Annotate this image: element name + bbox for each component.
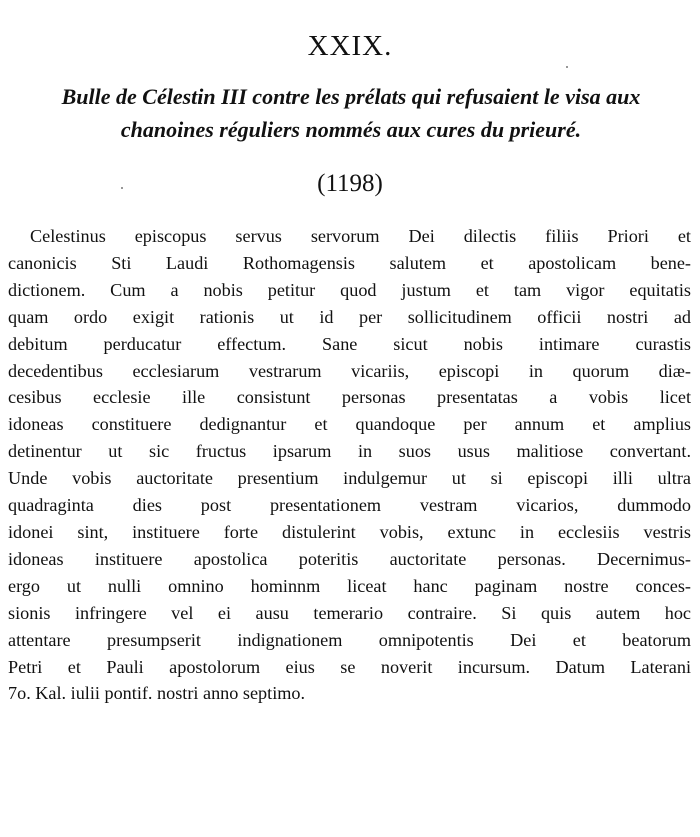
body-line: Petri et Pauli apostolorum eius se noverit incursum. Datum Laterani xyxy=(8,656,691,677)
body-line: attentare presumpserit indignationem omnipotentis Dei et beatorum xyxy=(8,629,691,650)
body-line: debitum perducatur effectum. Sane sicut nobis intimare curastis xyxy=(8,333,691,354)
body-line: idoneas constituere dedignantur et quandoque per annum et amplius xyxy=(8,414,691,435)
body-line: 7o. Kal. iulii pontif. nostri anno septimo. xyxy=(8,683,306,704)
body-line: ergo ut nulli omnino hominnm liceat hanc paginam nostre conces- xyxy=(8,575,691,596)
body-line: quam ordo exigit rationis ut id per sollicitudinem officii nostri ad xyxy=(8,306,691,327)
title-line: chanoines réguliers nommés aux cures du prieuré. xyxy=(120,117,582,142)
body-line: idonei sint, instituere forte distulerint vobis, extunc in ecclesiis vestris xyxy=(8,521,691,542)
body-line: quadraginta dies post presentationem vestram vicarios, dummodo xyxy=(8,495,691,516)
body-line: sionis infringere vel ei ausu temerario contraire. Si quis autem hoc xyxy=(8,602,691,623)
paper-speck xyxy=(566,66,568,68)
charter-title xyxy=(6,80,696,146)
body-line: idoneas instituere apostolica poteritis auctoritate personas. Decernimus- xyxy=(8,548,691,569)
body-line: canonicis Sti Laudi Rothomagensis salutem et apostolicam bene- xyxy=(8,252,691,273)
body-line: Unde vobis auctoritate presentium indulgemur ut si episcopi illi ultra xyxy=(8,468,691,489)
body-line: decedentibus ecclesiarum vestrarum vicariis, episcopi in quorum diæ- xyxy=(8,360,691,381)
body-line: dictionem. Cum a nobis petitur quod justum et tam vigor equitatis xyxy=(8,279,691,300)
title-line: Bulle de Célestin III contre les prélats qui refusaient le visa aux xyxy=(61,84,641,109)
body-line: Celestinus episcopus servus servorum Dei dilectis filiis Priori et xyxy=(30,226,691,246)
body-line: detinentur ut sic fructus ipsarum in suos usus malitiose convertant. xyxy=(8,441,691,462)
charter-body xyxy=(8,223,691,707)
charter-number: XXIX. xyxy=(307,30,393,62)
charter-date: (1198) xyxy=(317,170,383,197)
body-line: cesibus ecclesie ille consistunt personas presentatas a vobis licet xyxy=(8,387,691,408)
paper-speck xyxy=(121,187,123,189)
